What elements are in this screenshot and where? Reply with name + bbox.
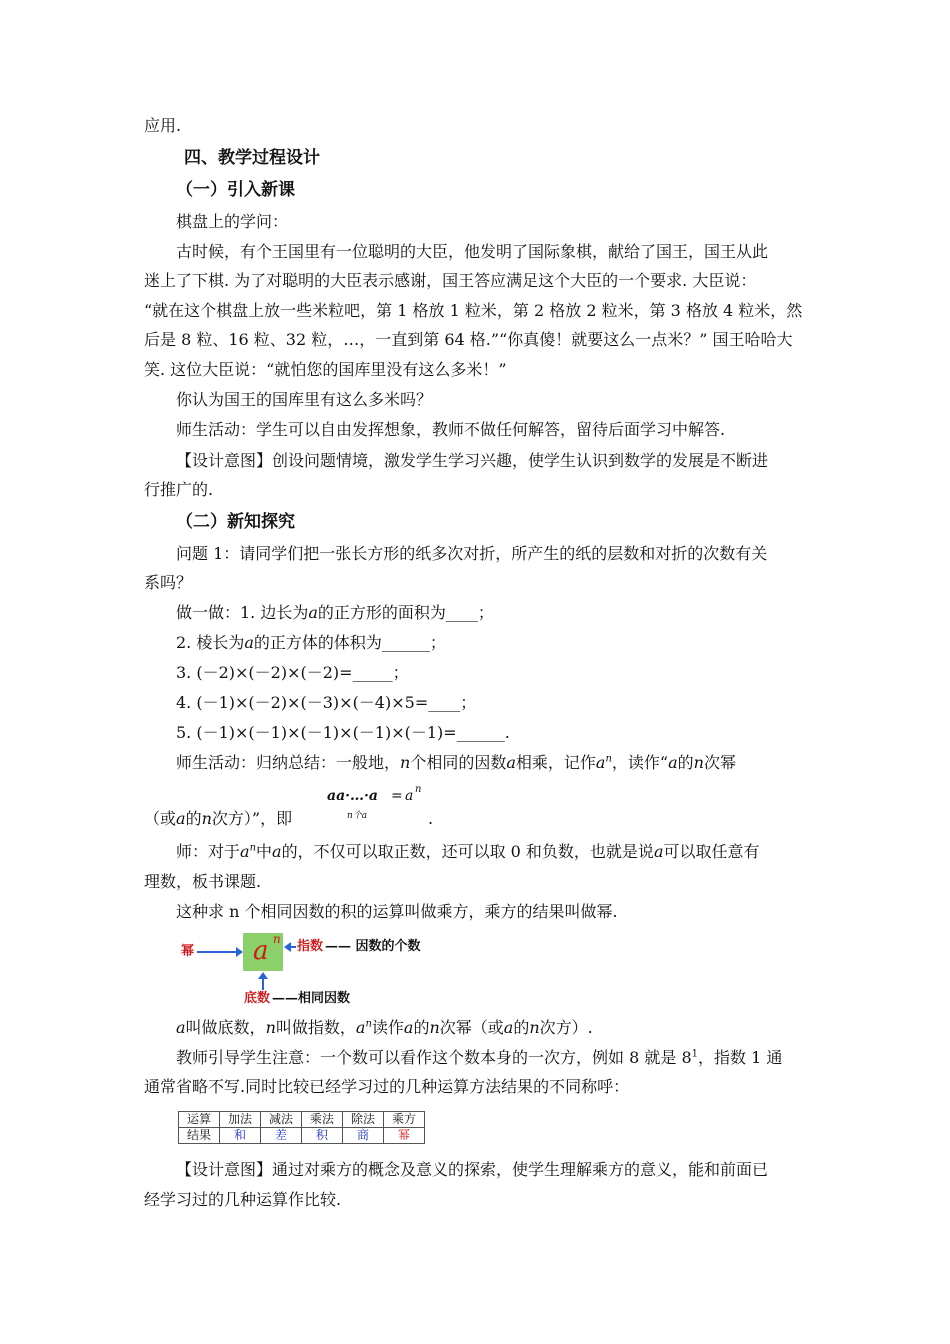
formula-exponent: n [415, 784, 422, 795]
table-cell: 商 [343, 1128, 384, 1144]
text-line: 应用. [144, 116, 182, 135]
table-cell: 乘方 [384, 1112, 425, 1128]
table-cell: 差 [261, 1128, 302, 1144]
design-intent: 【设计意图】通过对乘方的概念及意义的探索，使学生理解乘方的意义，能和前面已 [176, 1160, 769, 1179]
formula-base: a [405, 788, 414, 804]
exercise-5: 5. (－1)×(－1)×(－1)×(－1)×(－1)=______. [176, 723, 510, 742]
text-line: 教师引导学生注意：一个数可以看作这个数本身的一次方，例如 8 就是 $8^1$，指数 1 通 [176, 1048, 783, 1067]
text-line: 迷上了下棋. 为了对聪明的大臣表示感谢，国王答应满足这个大臣的一个要求. 大臣说： [144, 271, 757, 290]
summary-line: （或a的n次方）”，即 [144, 809, 293, 828]
summary-line: 师生活动：归纳总结：一般地，n个相同的因数a相乘，记作$a^n$，读作“a的n次幂 [176, 753, 736, 772]
text-line: 棋盘上的学问： [176, 212, 289, 231]
text-line: 问题 1：请同学们把一张长方形的纸多次对折，所产生的纸的层数和对折的次数有关 [176, 544, 768, 563]
text-line: “就在这个棋盘上放一些米粒吧，第 1 格放 1 粒米，第 2 格放 2 粒米，第 3 格放 4 粒米，然 [144, 301, 803, 320]
text-line: 古时候，有个王国里有一位聪明的大臣，他发明了国际象棋，献给了国王，国王从此 [176, 242, 769, 261]
label-zhishu-desc: —— 因数的个数 [325, 939, 421, 954]
operations-table [178, 1111, 425, 1144]
text-line: 系吗？ [144, 573, 193, 592]
exercise-3: 3. (－2)×(－2)×(－2)=_____； [176, 663, 409, 682]
subsection-heading: （二）新知探究 [176, 512, 295, 532]
text-line: 师生活动：学生可以自由发挥想象，教师不做任何解答，留待后面学习中解答. [176, 420, 726, 439]
text-line: 你认为国王的国库里有这么多米吗？ [176, 390, 433, 409]
table-row [179, 1128, 425, 1144]
text-line: 行推广的. [144, 480, 214, 499]
text-line: a叫做底数，n叫做指数，$a^n$读作a的n次幂（或a的n次方）. [176, 1018, 593, 1037]
exercise-1: 做一做：1. 边长为a的正方形的面积为____； [176, 603, 494, 622]
box-base-letter: a [253, 936, 269, 966]
table-cell: 乘法 [302, 1112, 343, 1128]
table-cell: 运算 [179, 1112, 220, 1128]
box-exponent-letter: n [273, 932, 281, 946]
label-mi: 幂 [181, 944, 195, 959]
power-structure-diagram [178, 926, 421, 1010]
label-dishu-desc: ——相同因数 [272, 991, 351, 1006]
arrow-from-exponent [290, 946, 296, 948]
arrow-head-right-icon [236, 947, 243, 957]
section-heading: 四、教学过程设计 [184, 148, 320, 168]
table-row [179, 1112, 425, 1128]
text-line: 理数，板书课题. [144, 872, 262, 891]
text-line: 师：对于$a^n$中a的，不仅可以取正数，还可以取 0 和负数，也就是说a可以取任意有 [176, 842, 760, 861]
table-cell: 和 [220, 1128, 261, 1144]
exercise-2: 2. 棱长为a的正方体的体积为______； [176, 633, 446, 652]
table-cell: 除法 [343, 1112, 384, 1128]
arrow-to-box [197, 951, 237, 953]
power-definition-formula [325, 783, 433, 823]
table-cell: 结果 [179, 1128, 220, 1144]
table-cell: 加法 [220, 1112, 261, 1128]
text-line: 这种求 n 个相同因数的积的运算叫做乘方，乘方的结果叫做幂. [176, 902, 618, 921]
exercise-4: 4. (－1)×(－2)×(－3)×(－4)×5=____； [176, 693, 477, 712]
formula-product: aa·…·a [327, 788, 378, 804]
text-line: 笑. 这位大臣说：“就怕您的国库里没有这么多米！” [144, 360, 507, 379]
text-line: 通常省略不写.同时比较已经学习过的几种运算方法结果的不同称呼： [144, 1077, 630, 1096]
design-intent: 【设计意图】创设问题情境，激发学生学习兴趣，使学生认识到数学的发展是不断进 [176, 451, 769, 470]
formula-equals: = [391, 788, 403, 804]
table-cell: 积 [302, 1128, 343, 1144]
label-zhishu: 指数 [297, 939, 324, 954]
table-cell: 幂 [384, 1128, 425, 1144]
subsection-heading: （一）引入新课 [176, 180, 295, 200]
text-line: 经学习过的几种运算作比较. [144, 1190, 342, 1209]
text-period: . [428, 809, 434, 828]
label-dishu: 底数 [244, 991, 271, 1006]
arrow-from-base [262, 978, 264, 990]
table-cell: 减法 [261, 1112, 302, 1128]
text-line: 后是 8 粒、16 粒、32 粒，…，一直到第 64 格.”“你真傻！就要这么一点米？” 国王哈哈大 [144, 330, 793, 349]
formula-underbrace-label: n个a [347, 811, 368, 821]
